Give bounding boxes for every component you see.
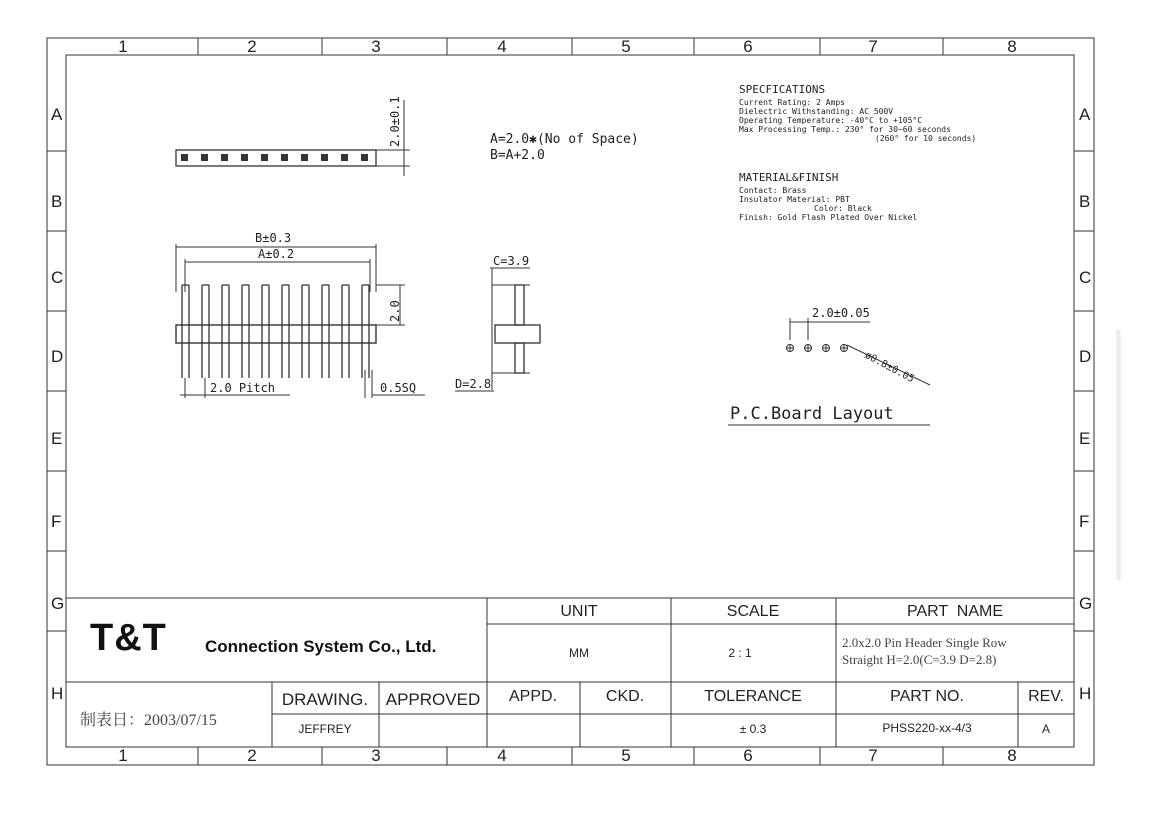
drawing-date: 制表日：2003/07/15 — [80, 712, 217, 729]
unit-label: UNIT — [560, 603, 598, 620]
dim-square: 0.5SQ — [380, 381, 417, 395]
zone-column-5-top: 5 — [621, 37, 631, 56]
zone-row-d-left: D — [51, 347, 64, 366]
material-finish: Finish: Gold Flash Plated Over Nickel — [739, 213, 918, 222]
specifications-heading: SPECFICATIONS — [739, 83, 826, 96]
part-no-label: PART NO. — [890, 688, 964, 705]
zone-row-e-right: E — [1079, 429, 1091, 448]
zone-column-6-bottom: 6 — [743, 746, 753, 765]
zone-row-g-left: G — [51, 594, 65, 613]
zone-column-4-top: 4 — [497, 37, 507, 56]
company-logo: T&T — [90, 617, 167, 659]
zone-column-7-bottom: 7 — [868, 746, 878, 765]
unit-value: MM — [569, 646, 589, 660]
part-name-line-1: 2.0x2.0 Pin Header Single Row — [842, 635, 1007, 650]
dim-b: B±0.3 — [255, 231, 292, 245]
zone-column-3-bottom: 3 — [371, 746, 381, 765]
zone-row-c-left: C — [51, 268, 64, 287]
rev-label: REV. — [1028, 688, 1064, 705]
zone-column-1-top: 1 — [118, 37, 128, 56]
spec-current-rating: Current Rating: 2 Amps — [739, 98, 845, 107]
part-no-value: PHSS220-xx-4/3 — [882, 721, 972, 735]
scale-label: SCALE — [726, 603, 780, 620]
pcb-spacing: 2.0±0.05 — [812, 306, 870, 320]
side-zone-dividers — [47, 151, 1094, 631]
zone-column-2-top: 2 — [247, 37, 257, 56]
dim-pin-height: 2.0 — [388, 300, 402, 322]
header-side-view — [455, 268, 540, 391]
tolerance-label: TOLERANCE — [704, 688, 802, 705]
formula-a: A=2.0✱(No of Space) — [490, 132, 639, 147]
zone-column-4-bottom: 4 — [497, 746, 507, 765]
part-name-line-2: Straight H=2.0(C=3.9 D=2.8) — [842, 652, 997, 667]
zone-row-b-left: B — [51, 192, 63, 211]
zone-column-7-top: 7 — [868, 37, 878, 56]
top-zone-dividers — [198, 38, 943, 55]
zone-column-8-bottom: 8 — [1007, 746, 1017, 765]
material-heading: MATERIAL&FINISH — [739, 171, 839, 184]
pcb-hole-size: ø0.8±0.05 — [862, 350, 916, 386]
zone-column-2-bottom: 2 — [247, 746, 257, 765]
drawing-value: JEFFREY — [298, 722, 352, 736]
part-name-label: PART NAME — [906, 603, 1004, 620]
company-name: Connection System Co., Ltd. — [205, 637, 437, 656]
spec-operating-temp: Operating Temperature: -40°C to +105°C — [739, 116, 923, 125]
bottom-zone-dividers — [198, 747, 943, 765]
zone-row-d-right: D — [1079, 347, 1092, 366]
zone-row-e-left: E — [51, 429, 63, 448]
zone-row-a-right: A — [1079, 105, 1091, 124]
dim-d: D=2.8 — [455, 377, 492, 391]
rev-value: A — [1041, 722, 1051, 736]
zone-row-g-right: G — [1079, 594, 1093, 613]
dim-a: A±0.2 — [258, 247, 295, 261]
zone-column-5-bottom: 5 — [621, 746, 631, 765]
drawing-label: DRAWING. — [281, 690, 369, 709]
zone-row-f-right: F — [1079, 512, 1090, 531]
formula-b: B=A+2.0 — [490, 148, 545, 163]
zone-column-8-top: 8 — [1007, 37, 1017, 56]
ckd-label: CKD. — [605, 688, 645, 705]
dim-top-height: 2.0±0.1 — [388, 96, 402, 147]
material-color: Color: Black — [814, 204, 872, 213]
zone-column-3-top: 3 — [371, 37, 381, 56]
zone-row-f-left: F — [51, 512, 62, 531]
zone-row-h-left: H — [51, 684, 64, 703]
scan-edge-artifact — [1117, 330, 1120, 580]
zone-column-1-bottom: 1 — [118, 746, 128, 765]
material-contact: Contact: Brass — [739, 186, 807, 195]
spec-max-processing-alt: (260° for 10 seconds) — [875, 134, 977, 143]
scale-value: 2 : 1 — [728, 646, 752, 660]
header-front-view-pins — [182, 285, 369, 378]
spec-dielectric: Dielectric Withstanding: AC 500V — [739, 107, 894, 116]
material-insulator: Insulator Material: PBT — [739, 195, 850, 204]
zone-row-c-right: C — [1079, 268, 1092, 287]
appd-label: APPD. — [508, 688, 558, 705]
header-top-view-pins — [181, 154, 368, 161]
approved-label: APPROVED — [385, 690, 481, 709]
zone-column-6-top: 6 — [743, 37, 753, 56]
zone-row-a-left: A — [51, 105, 63, 124]
spec-max-processing: Max Processing Temp.: 230° for 30~60 seconds — [739, 125, 951, 134]
dim-c: C=3.9 — [493, 254, 530, 268]
header-top-view — [176, 100, 410, 176]
tolerance-value: ± 0.3 — [739, 722, 767, 736]
pcb-layout-caption: P.C.Board Layout — [730, 404, 894, 424]
dim-pitch: 2.0 Pitch — [210, 381, 276, 395]
zone-row-b-right: B — [1079, 192, 1091, 211]
zone-row-h-right: H — [1079, 684, 1092, 703]
